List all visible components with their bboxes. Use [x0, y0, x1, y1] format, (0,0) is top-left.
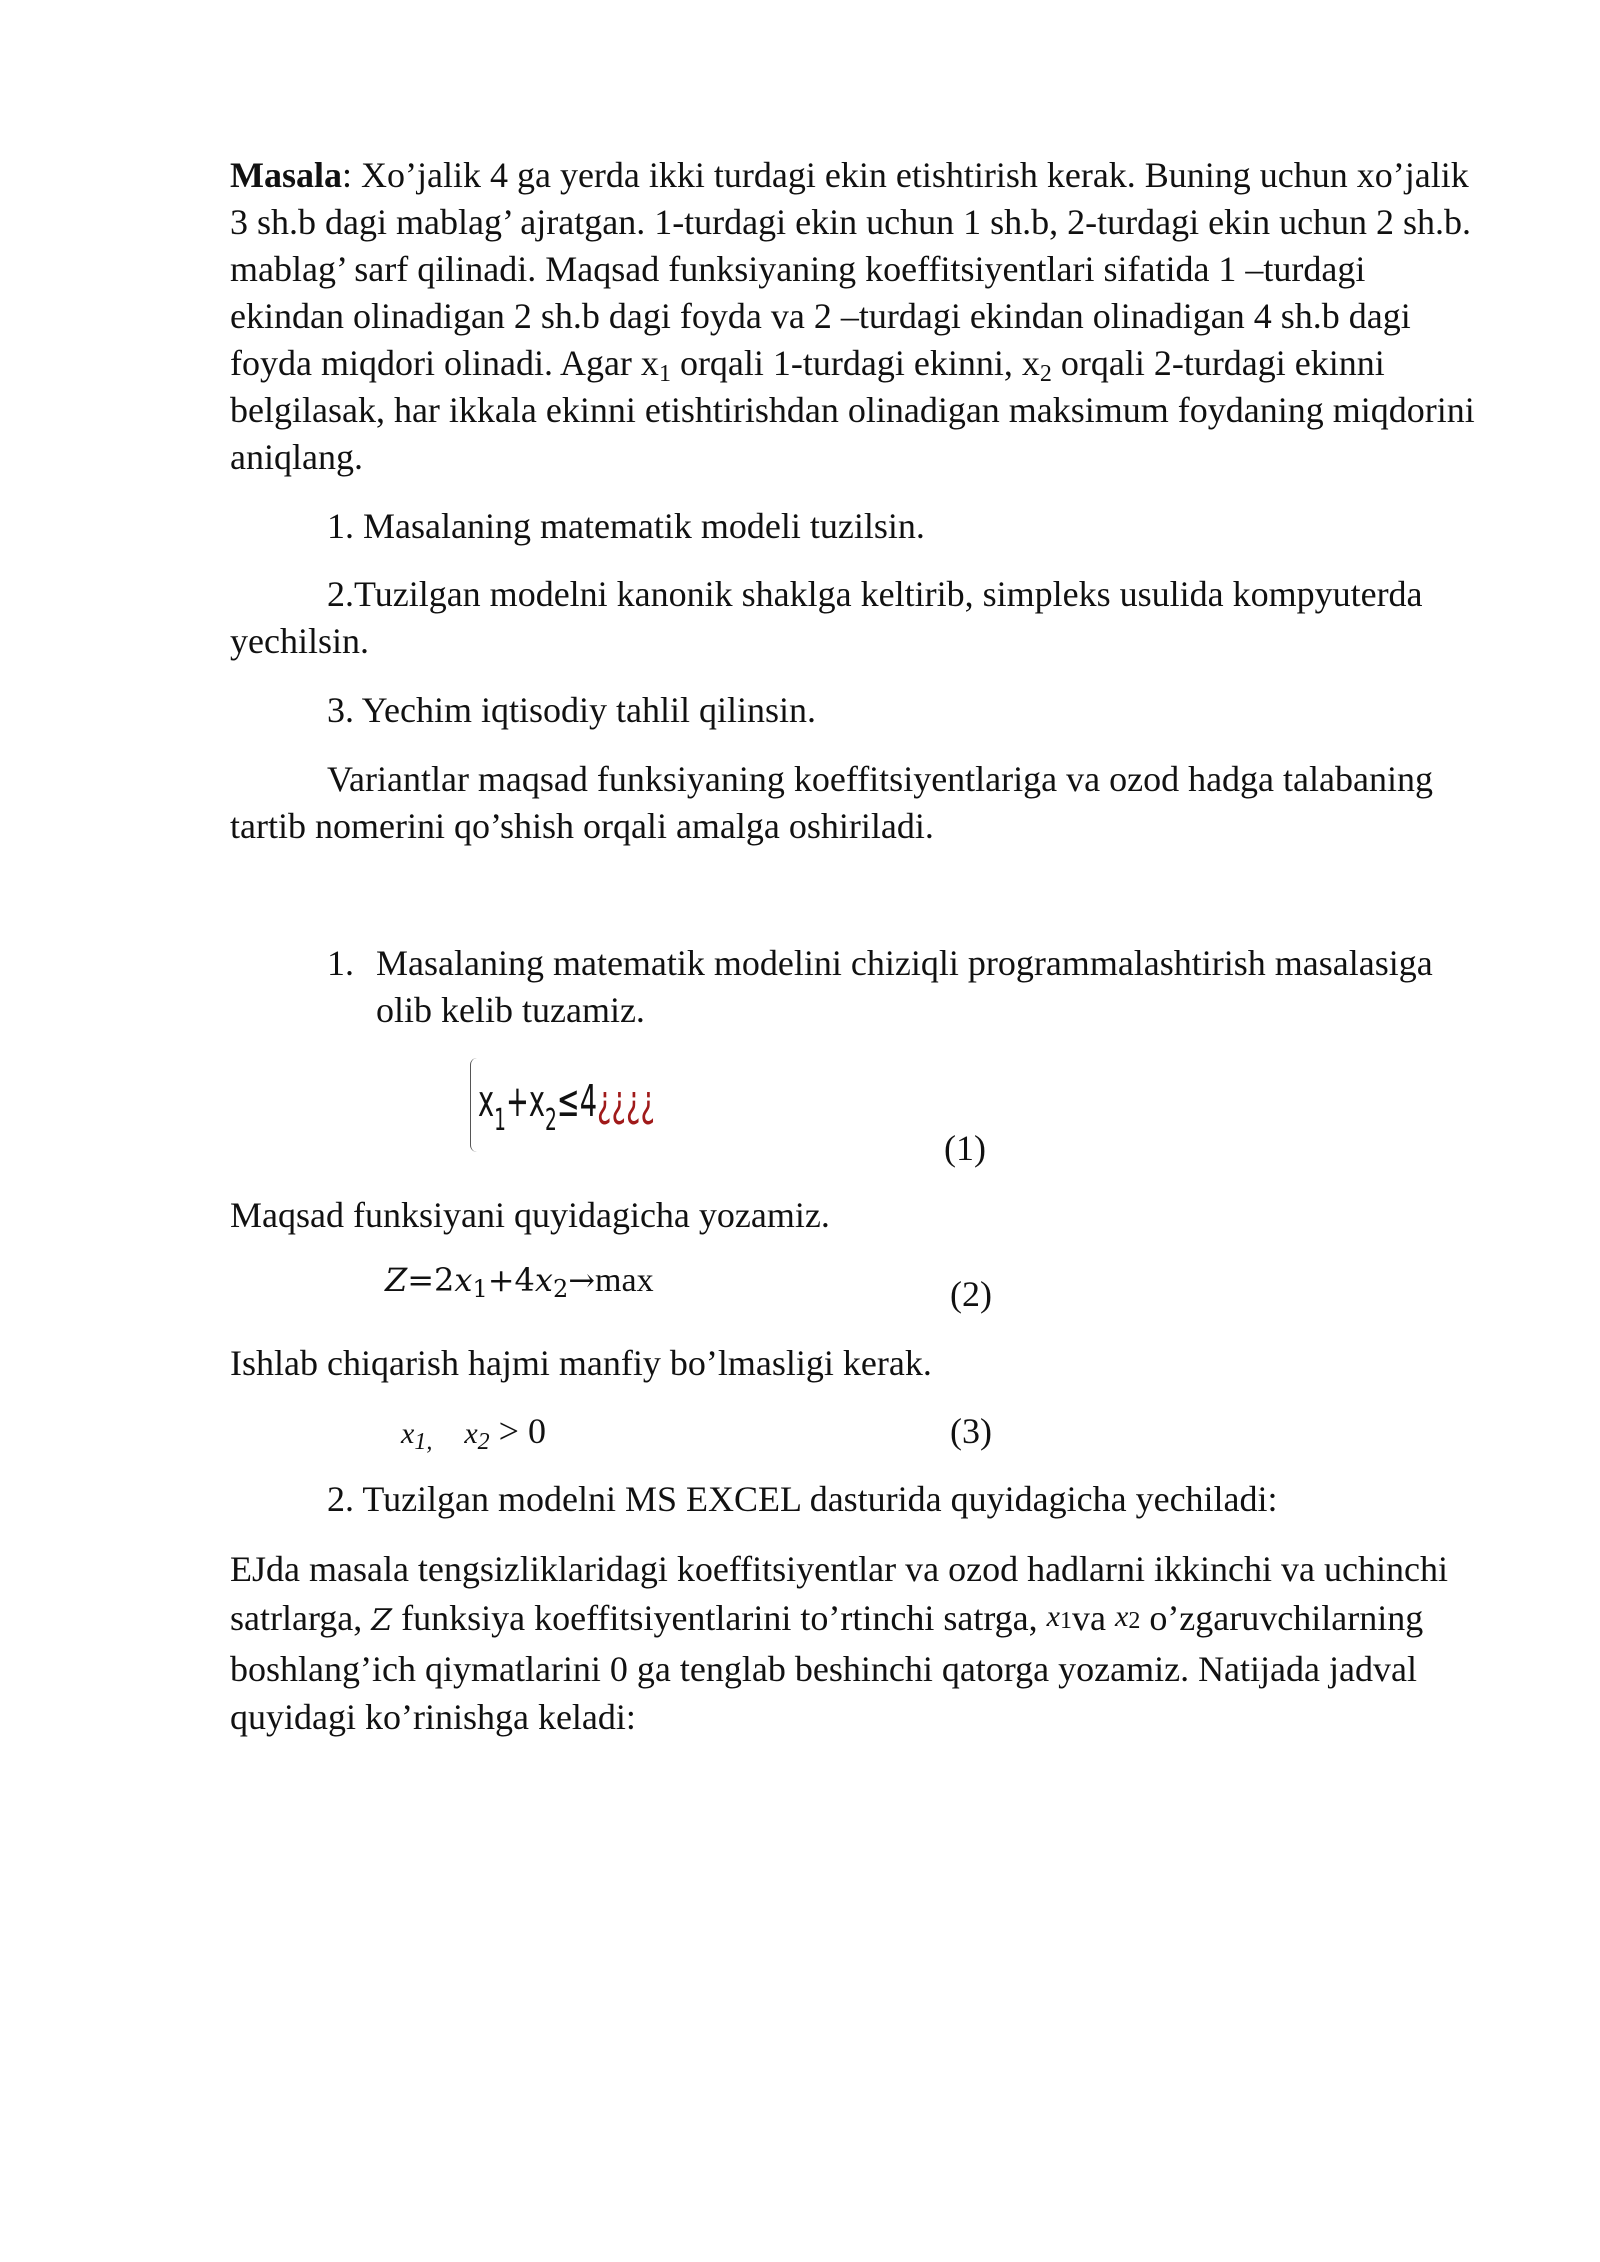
problem-text-1: : Xo’jalik 4 ga yerda ikki turdagi ekin etishtirish kerak. Buning uchun xo’jalik 3 sh.b dagi mablag’ ajratgan. 1-turdagi ekin uchun 1 sh.b, 2-turdagi ekin uchun 2 sh.b. mablag’ sarf qilinadi. Maqsad funksiyaning koeffitsiyentlari sifatida 1 –turdagi ekindan olinadigan 2 sh.b dagi foyda va 2 –turdagi ekindan olinadigan 4 sh.b dagi foyda miqdori olinadi. Agar x — [230, 155, 1472, 383]
objective-intro: Maqsad funksiyani quyidagicha yozamiz. — [230, 1195, 830, 1235]
task-1: 1. Masalaning matematik modeli tuzilsin. — [327, 506, 925, 546]
eq-number-2: (2) — [950, 1274, 992, 1314]
nonneg-formula: $x_{1,}$ $x_2 > 0$ — [401, 1411, 546, 1455]
step1-number: 1. — [327, 943, 354, 983]
problem-sub-2: 2 — [1039, 361, 1052, 387]
problem-text-3: orqali 2-turdagi ekinni belgilasak, har ikkala ekinni etishtirishdan olinadigan maksimum foydaning miqdorini aniqlang. — [230, 343, 1475, 477]
system-brace — [470, 1058, 477, 1152]
constraint-equation: $x_1+x_2\le 4¿¿¿¿$ — [478, 1076, 655, 1138]
problem-sub-1: 1 — [658, 361, 671, 387]
objective-formula: $Z=2x_1+4x_2\to\max$ — [385, 1261, 654, 1303]
eq-number-1: (1) — [944, 1128, 986, 1168]
problem-paragraph — [230, 152, 1485, 481]
task-3: 3. Yechim iqtisodiy tahlil qilinsin. — [327, 690, 817, 730]
problem-label: Masala — [230, 155, 342, 195]
nonneg-intro: Ishlab chiqarish hajmi manfiy bo’lmasligi kerak. — [230, 1343, 932, 1383]
garbage-chars: ¿¿¿¿ — [597, 1076, 655, 1127]
excel-paragraph: EJda masala tengsizliklaridagi koeffitsiyentlar va ozod hadlarni ikkinchi va uchinchi satrlarga, Z funksiya koeffitsiyentlarini to’rtinchi satrga, x1va x2 o’zgaruvchilarning boshlang’ich qiymatlarini 0 ga tenglab beshinchi qatorga yozamiz. Natijada jadval quyidagi ko’rinishga keladi: — [230, 1549, 1448, 1737]
problem-text-2: orqali 1-turdagi ekinni, x — [670, 343, 1040, 383]
step1-text: Masalaning matematik modelini chiziqli programmalashtirish masalasiga olib kelib tuzamiz. — [376, 943, 1433, 1030]
step2-text: 2. Tuzilgan modelni MS EXCEL dasturida quyidagicha yechiladi: — [327, 1479, 1278, 1519]
variants-paragraph: Variantlar maqsad funksiyaning koeffitsiyentlariga va ozod hadga talabaning tartib nomerini qo’shish orqali amalga oshiriladi. — [230, 759, 1433, 846]
eq-number-3: (3) — [950, 1411, 992, 1451]
task-2: 2.Tuzilgan modelni kanonik shaklga keltirib, simpleks usulida kompyuterda yechilsin. — [230, 574, 1423, 661]
